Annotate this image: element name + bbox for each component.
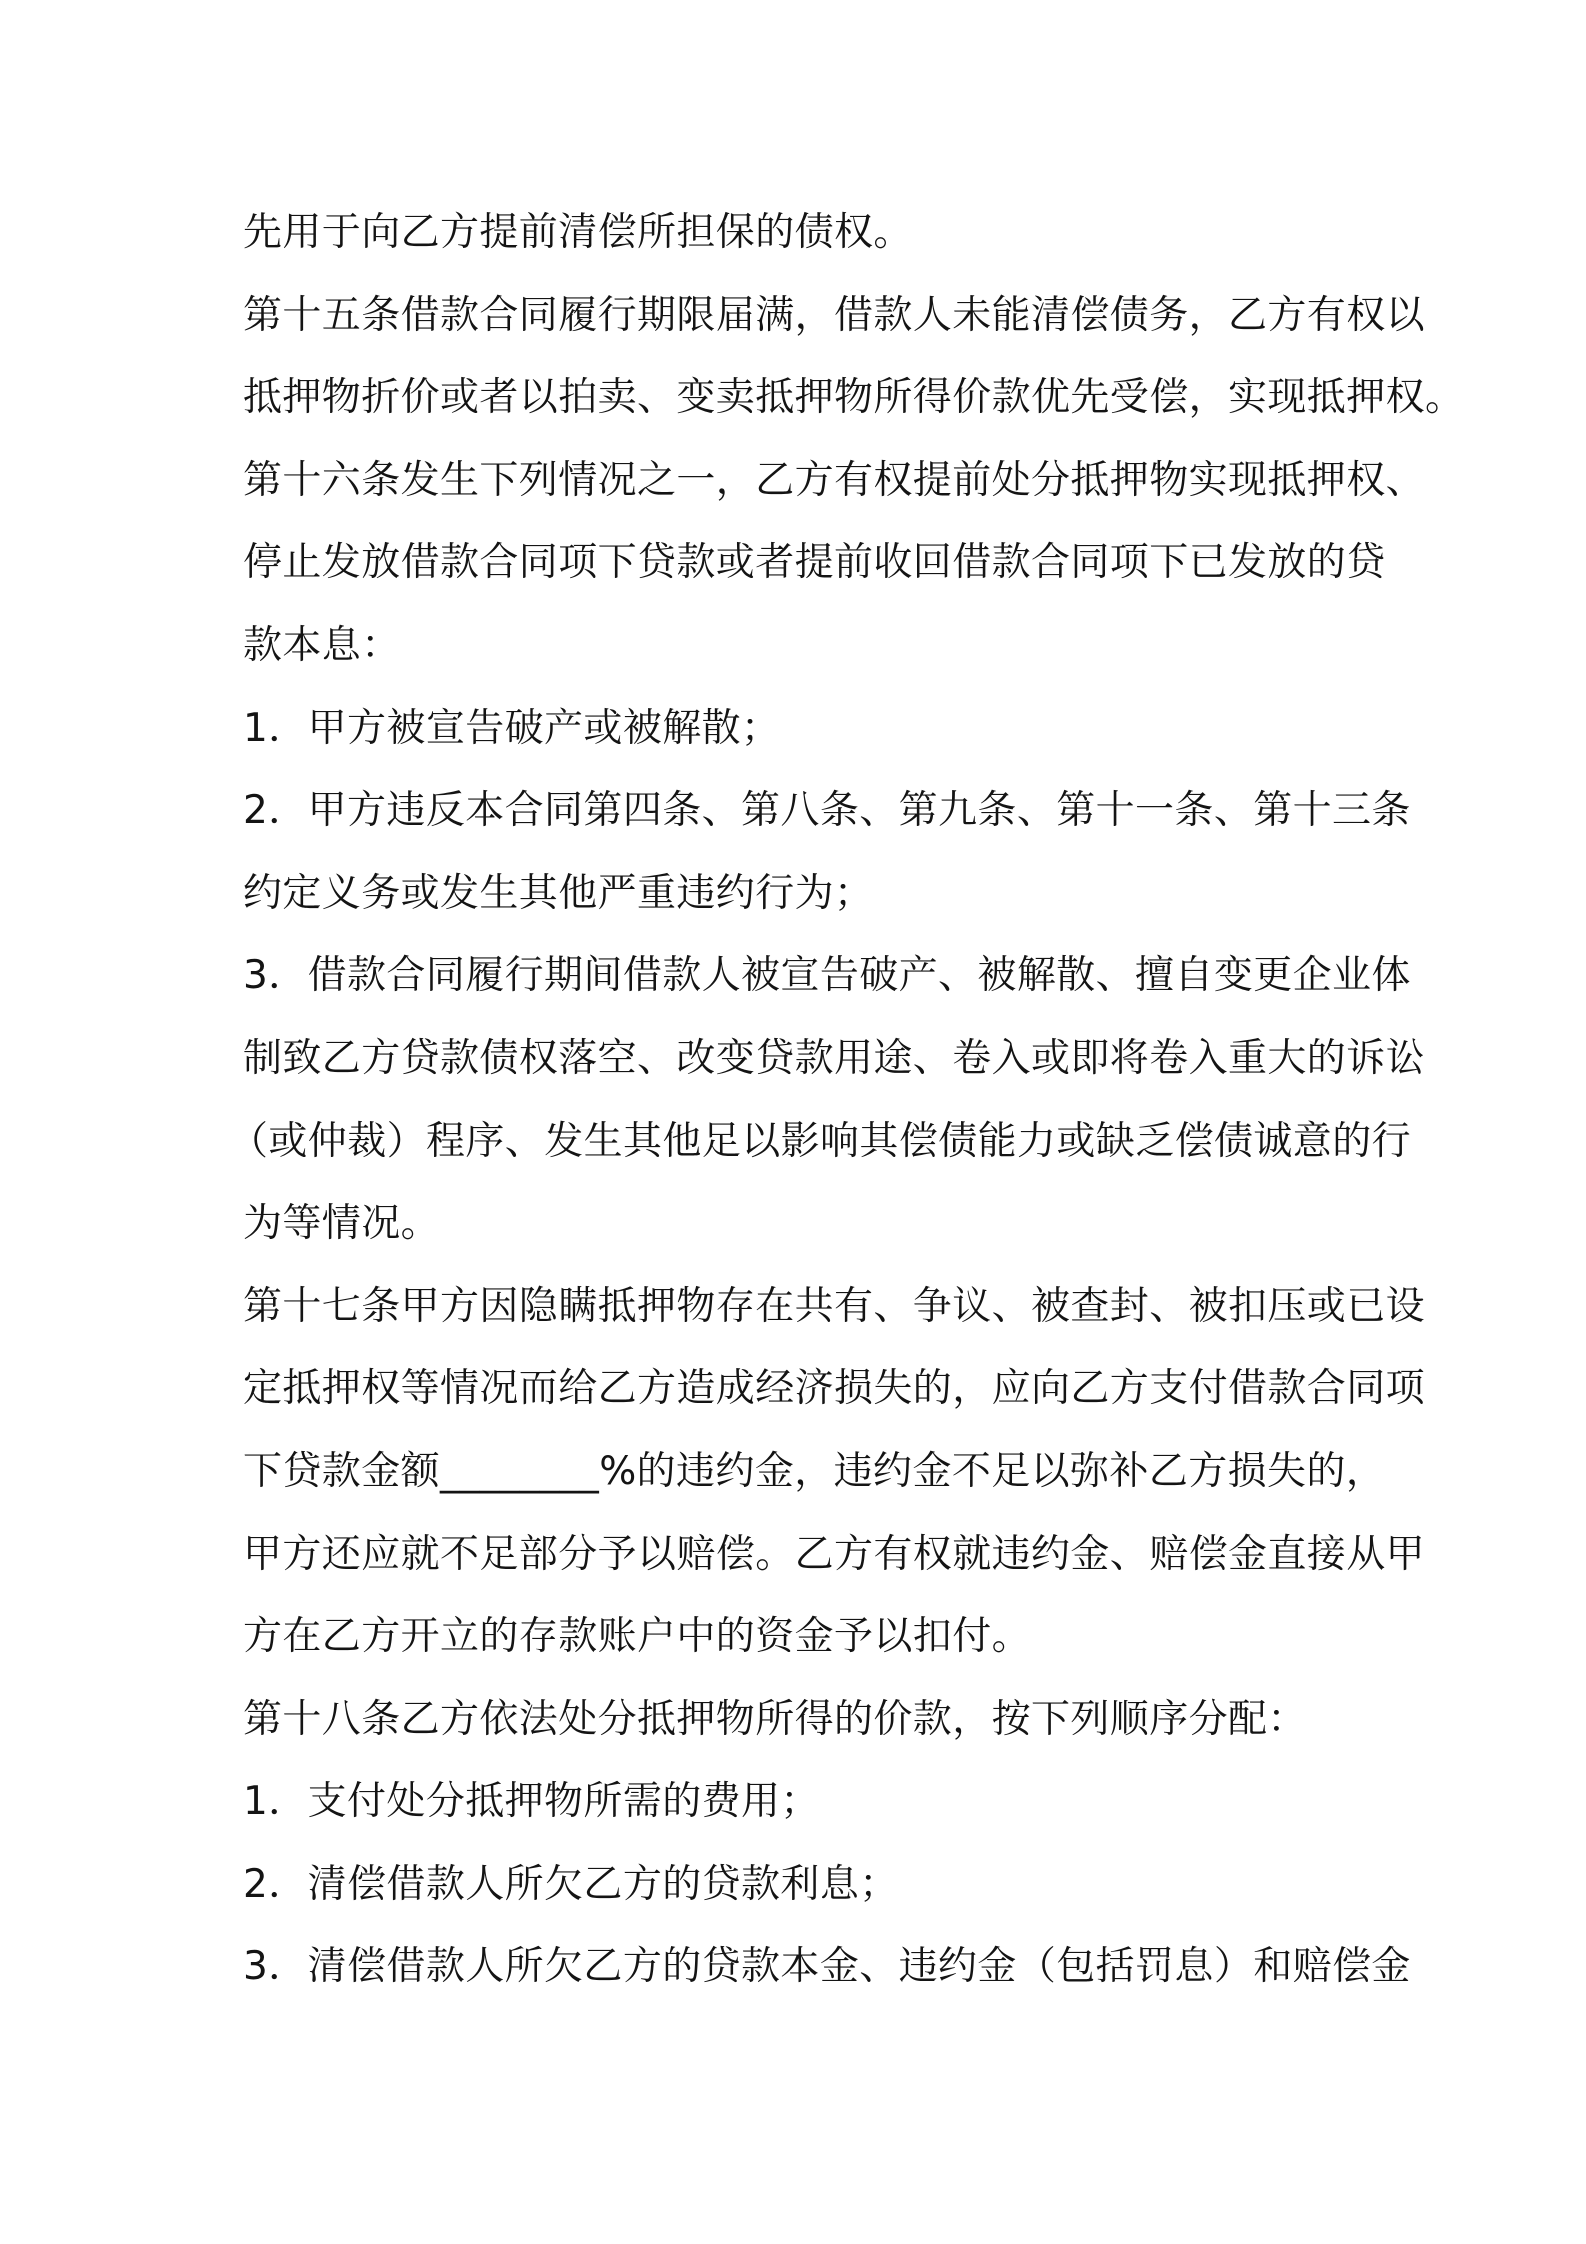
text-line: 定抵押权等情况而给乙方造成经济损失的，应向乙方支付借款合同项 [243, 1366, 1426, 1412]
text-line: 停止发放借款合同项下贷款或者提前收回借款合同项下已发放的贷 [243, 540, 1386, 586]
list-item: 2．清偿借款人所欠乙方的贷款利息； [243, 1861, 899, 1907]
text-line: 第十七条甲方因隐瞒抵押物存在共有、争议、被查封、被扣压或已设 [243, 1283, 1426, 1329]
text-line: 第十六条发生下列情况之一，乙方有权提前处分抵押物实现抵押权、 [243, 457, 1426, 503]
document-body [229, 192, 1465, 2009]
text-line: 甲方还应就不足部分予以赔偿。乙方有权就违约金、赔偿金直接从甲 [243, 1531, 1426, 1577]
text-line: 款本息： [243, 622, 401, 668]
text-line: 第十八条乙方依法处分抵押物所得的价款，按下列顺序分配： [243, 1696, 1307, 1742]
list-item: 1．甲方被宣告破产或被解散； [243, 705, 781, 751]
list-item: 3．清偿借款人所欠乙方的贷款本金、违约金（包括罚息）和赔偿金 [243, 1944, 1411, 1990]
text-line: 下贷款金额________%的违约金，违约金不足以弥补乙方损失的， [243, 1448, 1386, 1494]
list-item: 2．甲方违反本合同第四条、第八条、第九条、第十一条、第十三条 [243, 788, 1411, 834]
text-line: 第十五条借款合同履行期限届满，借款人未能清偿债务，乙方有权以 [243, 292, 1426, 338]
text-line: 先用于向乙方提前清偿所担保的债权。 [243, 210, 913, 255]
text-line: 为等情况。 [243, 1201, 441, 1247]
list-item: 1．支付处分抵押物所需的费用； [243, 1779, 820, 1825]
list-item: 3．借款合同履行期间借款人被宣告破产、被解散、擅自变更企业体 [243, 953, 1411, 999]
text-line: 抵押物折价或者以拍卖、变卖抵押物所得价款优先受偿，实现抵押权。 [243, 375, 1465, 421]
text-line: 约定义务或发生其他严重违约行为； [243, 870, 874, 916]
text-line: 制致乙方贷款债权落空、改变贷款用途、卷入或即将卷入重大的诉讼 [243, 1035, 1426, 1081]
text-line: 方在乙方开立的存款账户中的资金予以扣付。 [243, 1614, 1032, 1660]
text-line: （或仲裁）程序、发生其他足以影响其偿债能力或缺乏偿债诚意的行 [229, 1118, 1412, 1164]
